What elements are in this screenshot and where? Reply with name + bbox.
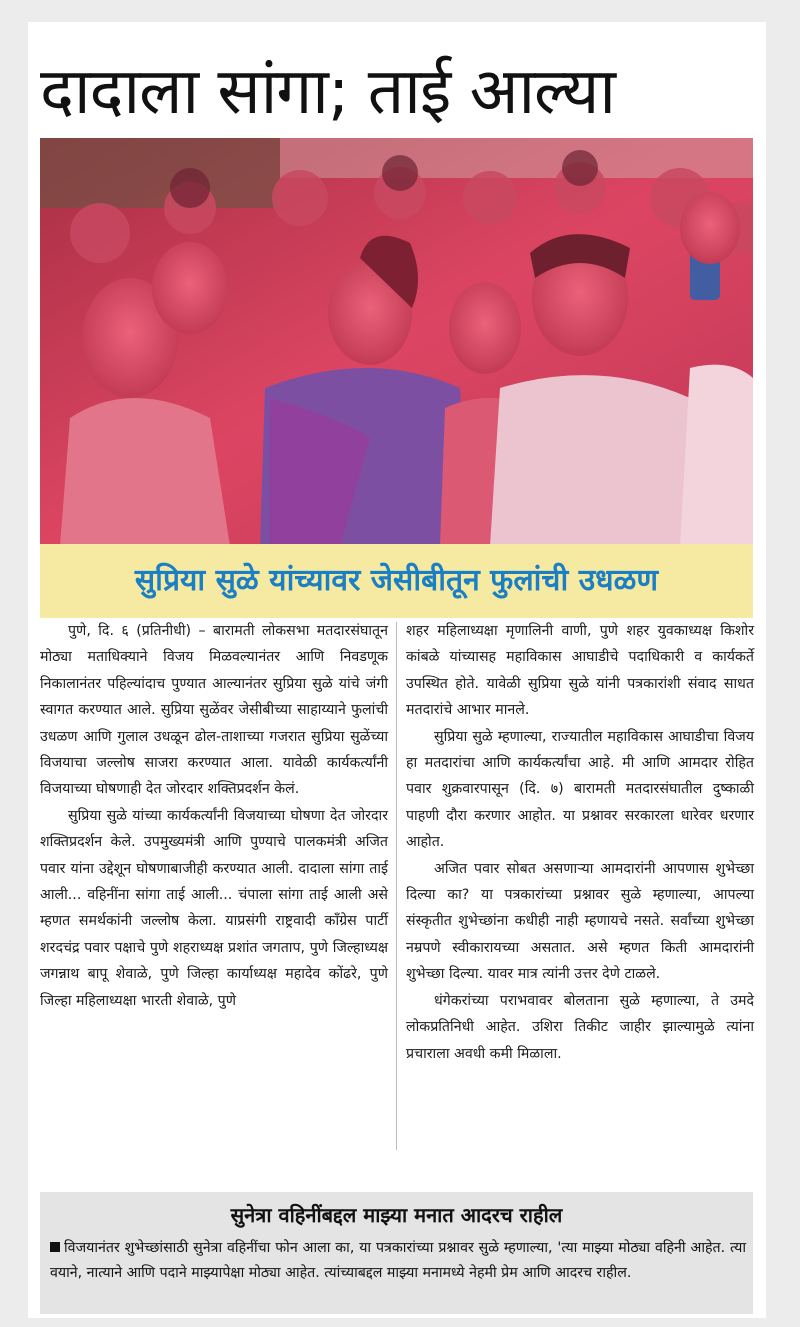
article-paragraph: शहर महिलाध्यक्षा मृणालिनी वाणी, पुणे शहर युवकाध्यक्ष किशोर कांबळे यांच्यासह महाविकास आघाडीचे पदाधिकारी व कार्यकर्ते उपस्थित होते. यावेळी सुप्रिया सुळे यांनी पत्रकारांशी संवाद साधत मतदारांचे आभार मानले.	[406, 623, 754, 719]
sidebar-box-text: विजयानंतर शुभेच्छांसाठी सुनेत्रा वहिनींचा फोन आला का, या पत्रकारांच्या प्रश्नावर सुळे म्हणाल्या, 'त्या माझ्या मोठ्या वहिनी आहेत. त्या वयाने, नात्याने आणि पदाने माझ्यापेक्षा मोठ्या आहेत. त्यांच्याबद्दल माझ्या मनामध्ये नेहमी प्रेम आणि आदरच राहील.	[50, 1240, 746, 1281]
column-divider	[396, 622, 397, 1150]
article-paragraph: सुप्रिया सुळे म्हणाल्या, राज्यातील महाविकास आघाडीचा विजय हा मतदारांचा आणि कार्यकर्त्यांचा आहे. मी आणि आमदार रोहित पवार शुक्रवारपासून (दि. ७) बारामती मतदारसंघातील दुष्काळी पाहणी दौरा करणार आहोत. या प्रश्नावर सरकारला धारेवर धरणार आहोत.	[406, 728, 754, 851]
sidebar-box	[40, 1192, 753, 1314]
sidebar-box-title: सुनेत्रा वहिनींबद्दल माझ्या मनात आदरच राहील	[230, 1203, 563, 1227]
article-paragraph: धंगेकरांच्या पराभवावर बोलताना सुळे म्हणाल्या, ते उमदे लोकप्रतिनिधी आहेत. उशिरा तिकीट जाहीर झाल्यामुळे त्यांना प्रचाराला अवधी कमी मिळाला.	[406, 992, 754, 1062]
article-paragraph: सुप्रिया सुळे यांच्या कार्यकर्त्यांनी विजयाच्या घोषणा देत जोरदार शक्तिप्रदर्शन केले. उपमुख्यमंत्री आणि पुण्याचे पालकमंत्री अजित पवार यांना उद्देशून घोषणाबाजीही करण्यात आली. दादाला सांगा ताई आली... वहिनींना सांगा ताई आली... चंपाला सांगा ताई आली असे म्हणत समर्थकांनी जल्लोष केला. याप्रसंगी राष्ट्रवादी काँग्रेस पार्टी शरदचंद्र पवार पक्षाचे पुणे शहराध्यक्ष प्रशांत जगताप, पुणे जिल्हाध्यक्ष जगन्नाथ बापू शेवाळे, पुणे जिल्हा कार्याध्यक्ष महादेव कोंढरे, पुणे जिल्हा महिलाध्यक्षा भारती शेवाळे, पुणे	[40, 807, 388, 1009]
photo-illustration	[40, 138, 753, 546]
headline: दादाला सांगा; ताई आल्या	[40, 55, 615, 129]
article-paragraph: अजित पवार सोबत असणाऱ्या आमदारांनी आपणास शुभेच्छा दिल्या का? या पत्रकारांच्या प्रश्नावर सुळे म्हणाल्या, आपल्या संस्कृतीत शुभेच्छांना कधीही नाही म्हणायचे नसते. सर्वांच्या शुभेच्छा नम्रपणे स्वीकारायच्या असतात. असे म्हणत किती आमदारांनी शुभेच्छा दिल्या. यावर मात्र त्यांनी उत्तर देणे टाळले.	[406, 860, 754, 983]
sidebar-box-body	[50, 1236, 746, 1286]
article-paragraph: पुणे, दि. ६ (प्रतिनीधी) – बारामती लोकसभा मतदारसंघातून मोठ्या मताधिक्याने विजय मिळवल्यानंतर आणि निवडणूक निकालानंतर पहिल्यांदाच पुण्यात आल्यानंतर सुप्रिया सुळे यांचे जंगी स्वागत करण्यात आले. सुप्रिया सुळेंवर जेसीबीच्या साहाय्याने फुलांची उधळण आणि गुलाल उधळून ढोल-ताशाच्या गजरात सुप्रिया सुळेंच्या विजयाचा जल्लोष साजरा करण्यात आला. यावेळी कार्यकर्त्यांनी विजयाच्या घोषणाही देत जोरदार शक्तिप्रदर्शन केलं.	[40, 623, 388, 798]
square-bullet-icon	[50, 1242, 60, 1252]
crowd-celebration-photo	[40, 138, 753, 546]
newspaper-clipping	[28, 22, 766, 1318]
article-left-column	[40, 618, 388, 1014]
article-right-column	[406, 618, 754, 1067]
subheadline: सुप्रिया सुळे यांच्यावर जेसीबीतून फुलांची उधळण	[40, 544, 753, 618]
